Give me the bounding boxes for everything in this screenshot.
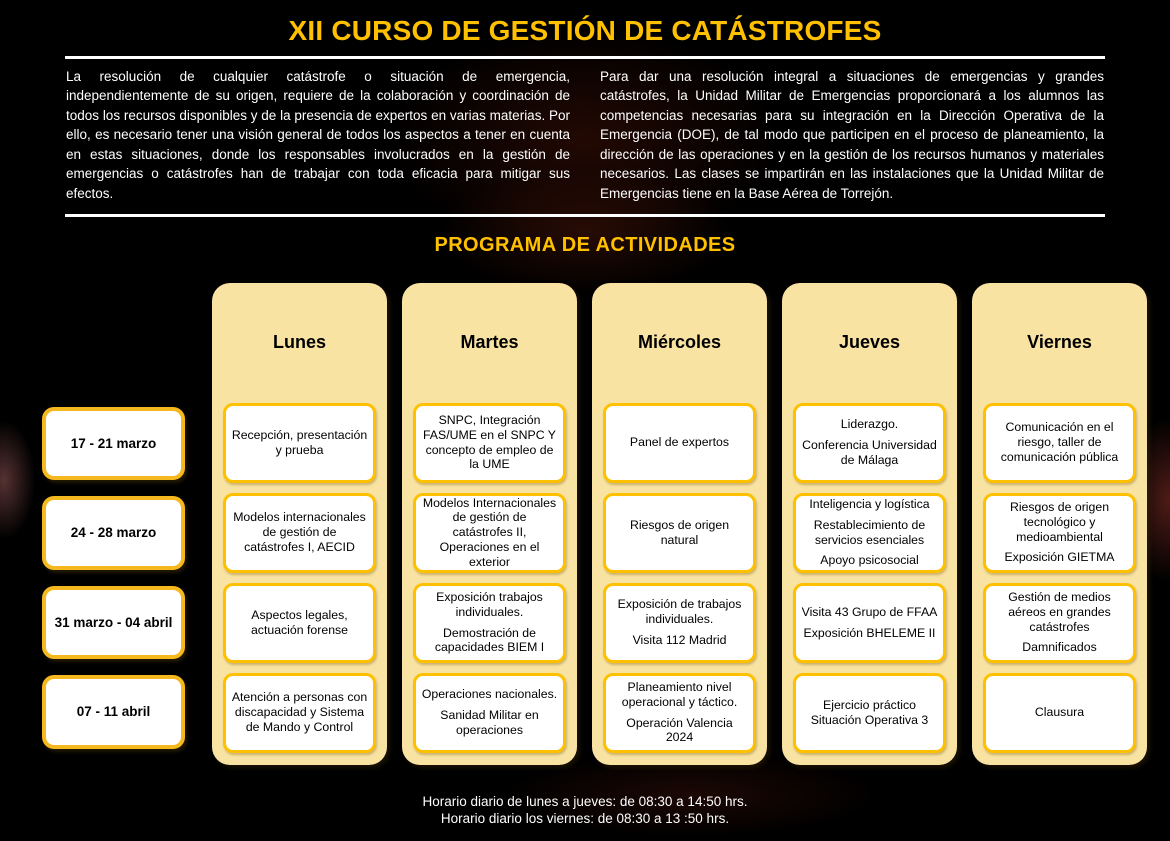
cell-text: Exposición de trabajos individuales. [617,597,742,627]
day-title: Miércoles [637,332,722,353]
day-title: Martes [460,332,519,353]
intro-paragraph-left: La resolución de cualquier catástrofe o situación de emergencia, independientemente de su origen, requiere de la colaboración y coordinación de todos los recursos disponibles y de la presencia de expertos en varias materias. Por ello, es necesario tener una visión general de todos los aspectos a tener en cuenta en estas situaciones, donde los responsables involucrados en la gestión de emergencias o catástrofes han de trabajar con toda eficacia para mitigar sus efectos. [66,68,570,201]
cell-text: Damnificados [1022,640,1097,655]
footer-schedule-line1: Horario diario de lunes a jueves: de 08:30 a 14:50 hrs. [422,793,748,809]
cell-text: Exposición GIETMA [1004,550,1115,565]
day-column-lunes [212,283,387,765]
schedule-cell [413,493,566,573]
cell-text: Liderazgo. [840,417,899,432]
schedule-cell [793,493,946,573]
date-column [42,407,185,765]
cell-text: Panel de expertos [629,435,730,450]
days-container [212,283,1147,765]
page-title: XII CURSO DE GESTIÓN DE CATÁSTROFES [288,15,882,46]
date-range-box: 17 - 21 marzo [42,407,185,481]
cell-text: Conferencia Universidad de Málaga [802,438,937,467]
day-title: Lunes [272,332,326,353]
date-range-box: 31 marzo - 04 abril [42,586,185,660]
schedule-cell [413,673,566,753]
schedule-cell [983,583,1136,663]
schedule-cell [223,493,376,573]
date-range-box: 07 - 11 abril [42,675,185,749]
schedule-cell [983,403,1136,483]
footer [0,793,1170,829]
schedule-cell [413,403,566,483]
cell-text: Inteligencia y logística [809,497,930,512]
cell-text: Clausura [1034,705,1085,720]
cell-text: Modelos Internacionales de gestión de catástrofes II, Operaciones en el exterior [422,495,557,569]
divider-bottom [65,214,1105,217]
schedule-cell [793,673,946,753]
day-column-miercoles [592,283,767,765]
cell-text: Planeamiento nivel operacional y táctico. [621,680,738,709]
day-column-martes [402,283,577,765]
cell-text: Riesgos de origen tecnológico y medioambiental [1009,500,1110,544]
course-poster [0,14,1170,828]
cell-text: Apoyo psicosocial [820,553,919,568]
day-title: Jueves [838,332,901,353]
cell-text: Recepción, presentación y prueba [231,427,368,457]
cell-text: Sanidad Militar en operaciones [440,708,539,737]
schedule-cell [603,493,756,573]
schedule-cell [983,673,1136,753]
schedule-cell [413,583,566,663]
cell-text: Aspectos legales, actuación forense [250,607,349,637]
cell-text: Demostración de capacidades BIEM I [434,625,545,655]
divider-top [65,56,1105,59]
schedule-cell [603,403,756,483]
cell-text: Comunicación en el riesgo, taller de comunicación pública [1000,420,1119,464]
schedule-cell [223,583,376,663]
cell-text: Exposición BHELEME II [803,625,936,640]
schedule-cell [793,583,946,663]
cell-text: Restablecimiento de servicios esenciales [813,517,926,547]
schedule-cell [983,493,1136,573]
day-column-jueves [782,283,957,765]
schedule-cell [223,673,376,753]
footer-schedule-line2: Horario diario los viernes: de 08:30 a 13 :50 hrs. [440,811,730,827]
day-column-viernes [972,283,1147,765]
date-range-box: 24 - 28 marzo [42,496,185,570]
cell-text: Gestión de medios aéreos en grandes catástrofes [1008,590,1111,634]
schedule-cell [603,583,756,663]
schedule-cell [223,403,376,483]
section-heading: PROGRAMA DE ACTIVIDADES [434,233,736,256]
cell-text: Atención a personas con discapacidad y Sistema de Mando y Control [231,690,368,734]
cell-text: SNPC, Integración FAS/UME en el SNPC Y concepto de empleo de la UME [422,413,557,472]
day-title: Viernes [1027,332,1092,353]
cell-text: Visita 43 Grupo de FFAA [801,604,938,619]
schedule-cell [793,403,946,483]
cell-text: Riesgos de origen natural [629,517,730,547]
schedule-cell [603,673,756,753]
cell-text: Operación Valencia 2024 [626,715,733,745]
cell-text: Modelos internacionales de gestión de catástrofes I, AECID [233,510,366,554]
cell-text: Ejercicio práctico Situación Operativa 3 [810,697,929,727]
intro-section [0,67,1170,204]
cell-text: Exposición trabajos individuales. [436,590,543,619]
cell-text: Visita 112 Madrid [632,632,727,647]
schedule-grid [0,283,1170,765]
intro-paragraph-right: Para dar una resolución integral a situaciones de emergencias y grandes catástrofes, la Unidad Militar de Emergencias proporcionará a los alumnos las competencias necesarias para su integración en la Dirección Operativa de la Emergencia (DOE), de tal modo que participen en el proceso de planeamiento, la dirección de las operaciones y en la gestión de los recursos humanos y materiales necesarios. Las clases se impartirán en las instalaciones que la Unidad Militar de Emergencias tiene en la Base Aérea de Torrejón. [600,68,1104,201]
cell-text: Operaciones nacionales. [421,687,558,702]
